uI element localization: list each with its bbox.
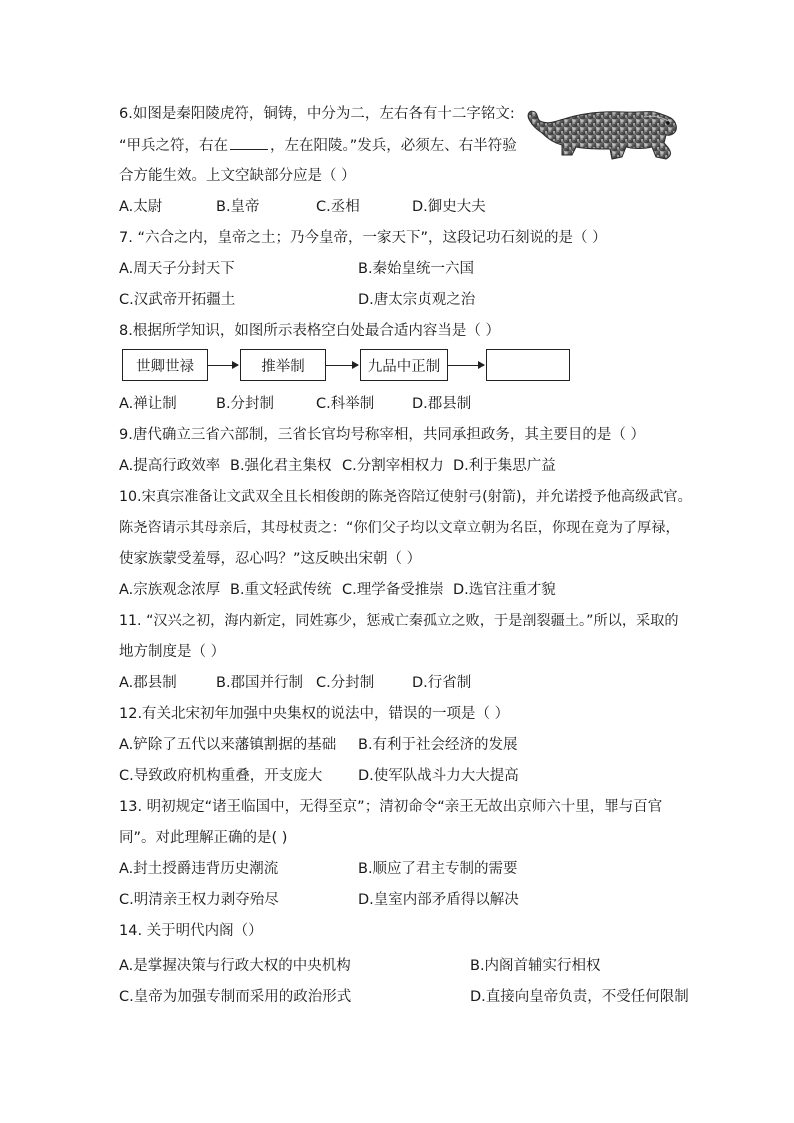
q8-option-b: B.分封制 <box>216 396 275 412</box>
q9-option-b: B.强化君主集权 <box>230 458 332 474</box>
q11-stem-line2: 地方制度是（ ） <box>119 644 226 660</box>
flow-box-jiupin: 九品中正制 <box>360 349 448 381</box>
q13-option-b: B.顺应了君主专制的需要 <box>358 861 518 877</box>
q6-option-c: C.丞相 <box>316 199 360 215</box>
q9-option-d: D.利于集思广益 <box>453 458 556 474</box>
q12-option-c: C.导致政府机构重叠，开支庞大 <box>119 768 323 784</box>
q13-option-a: A.封土授爵违背历史潮流 <box>119 861 279 877</box>
q6-stem-part-a: “甲兵之符，右在 <box>119 138 229 154</box>
q11-stem-line1: 11. “汉兴之初，海内新定，同姓寡少，惩戒亡秦孤立之败，于是剖裂疆土。”所以，采取的 <box>119 613 679 629</box>
q13-stem-line2: 同”。对此理解正确的是( ) <box>119 830 288 846</box>
q8-option-a: A.禅让制 <box>119 396 177 412</box>
q10-stem-line2: 陈尧咨请示其母亲后，其母杖责之：“你们父子均以文章立朝为名臣，你现在竟为了厚禄， <box>119 520 680 536</box>
q6-stem-line1: 6.如图是秦阳陵虎符，铜铸，中分为二，左右各有十二字铭文: <box>119 106 515 122</box>
q9-option-c: C.分割宰相权力 <box>342 458 444 474</box>
q12-option-d: D.使军队战斗力大大提高 <box>358 768 519 784</box>
q14-option-d: D.直接向皇帝负责，不受任何限制 <box>470 989 689 1005</box>
q10-option-d: D.选官注重才貌 <box>453 582 556 598</box>
flow-box-blank <box>486 349 570 381</box>
q10-option-b: B.重文轻武传统 <box>230 582 332 598</box>
q6-stem-line3: 合方能生效。上文空缺部分应是（ ） <box>119 168 356 184</box>
flow-arrow-3 <box>448 365 484 366</box>
q6-stem-part-b: ，左在阳陵。”发兵，必须左、右半符验 <box>270 138 517 154</box>
q6-option-a: A.太尉 <box>119 199 163 215</box>
q14-stem: 14. 关于明代内阁（） <box>119 923 263 939</box>
q7-option-c: C.汉武帝开拓疆土 <box>119 292 236 308</box>
tiger-tally-image <box>524 103 682 165</box>
q14-option-b: B.内阁首辅实行相权 <box>470 958 601 974</box>
q10-stem-line1: 10.宋真宗准备让文武双全且长相俊朗的陈尧咨陪辽使射弓(射箭)，并允诺授予他高级武官。 <box>119 489 692 505</box>
q14-option-a: A.是掌握决策与行政大权的中央机构 <box>119 958 351 974</box>
q10-option-a: A.宗族观念浓厚 <box>119 582 221 598</box>
q9-stem: 9.唐代确立三省六部制，三省长官均号称宰相，共同承担政务，其主要目的是（ ） <box>119 427 645 443</box>
q11-option-b: B.郡国并行制 <box>216 675 304 691</box>
q10-option-c: C.理学备受推崇 <box>342 582 444 598</box>
q11-option-c: C.分封制 <box>316 675 375 691</box>
q13-option-d: D.皇室内部矛盾得以解决 <box>358 892 519 908</box>
q11-option-d: D.行省制 <box>412 675 472 691</box>
q6-answer-blank <box>230 135 268 150</box>
q8-flowchart <box>122 349 572 383</box>
q8-option-c: C.科举制 <box>316 396 375 412</box>
q12-option-a: A.铲除了五代以来藩镇割据的基础 <box>119 737 337 753</box>
flow-arrow-1 <box>208 365 238 366</box>
q6-option-b: B.皇帝 <box>216 199 260 215</box>
q12-option-b: B.有利于社会经济的发展 <box>358 737 518 753</box>
q7-option-d: D.唐太宗贞观之治 <box>358 292 476 308</box>
q13-option-c: C.明清亲王权力剥夺殆尽 <box>119 892 279 908</box>
q7-option-a: A.周天子分封天下 <box>119 261 235 277</box>
q8-option-d: D.郡县制 <box>412 396 472 412</box>
q13-stem-line1: 13. 明初规定“诸王临国中，无得至京”；清初命令“亲王无故出京师六十里，罪与百官 <box>119 799 663 815</box>
flow-box-shiqing-shilu: 世卿世禄 <box>122 349 208 381</box>
q10-stem-line3: 使家族蒙受羞辱，忍心吗？”这反映出宋朝（ ） <box>119 551 422 567</box>
q11-option-a: A.郡县制 <box>119 675 177 691</box>
q14-option-c: C.皇帝为加强专制而采用的政治形式 <box>119 989 352 1005</box>
q9-option-a: A.提高行政效率 <box>119 458 221 474</box>
q6-option-d: D.御史大夫 <box>412 199 486 215</box>
q8-stem: 8.根据所学知识，如图所示表格空白处最合适内容当是（ ） <box>119 323 500 339</box>
q7-stem: 7. “六合之内，皇帝之土；乃今皇帝，一家天下”，这段记功石刻说的是（ ） <box>119 230 607 246</box>
flow-arrow-2 <box>326 365 358 366</box>
q6-stem-line2 <box>119 135 517 156</box>
flow-box-tuiju: 推举制 <box>240 349 326 381</box>
q7-option-b: B.秦始皇统一六国 <box>358 261 475 277</box>
q12-stem: 12.有关北宋初年加强中央集权的说法中，错误的一项是（ ） <box>119 706 510 722</box>
